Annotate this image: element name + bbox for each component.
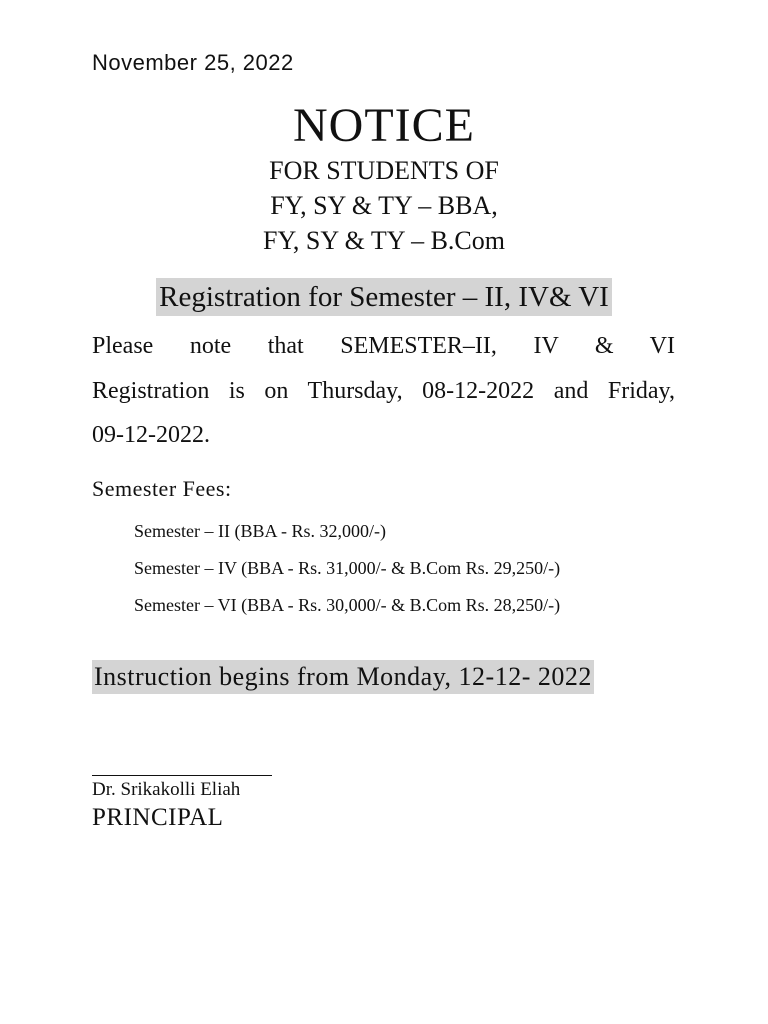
body-line-1: Please note that SEMESTER–II, IV & VI (92, 333, 675, 359)
registration-heading: Registration for Semester – II, IV& VI (156, 278, 612, 316)
fee-item-semester-4: Semester – IV (BBA - Rs. 31,000/- & B.Com Rs. 29,250/-) (134, 558, 561, 578)
audience-line-3: FY, SY & TY – B.Com (262, 226, 505, 255)
notice-date: November 25, 2022 (92, 50, 294, 75)
fee-item-semester-2: Semester – II (BBA - Rs. 32,000/-) (134, 521, 386, 541)
audience-line-2: FY, SY & TY – BBA, (270, 191, 498, 220)
instruction-notice: Instruction begins from Monday, 12-12- 2022 (92, 660, 594, 694)
body-line-3: 09-12-2022. (92, 422, 210, 448)
fees-list (134, 518, 560, 629)
audience-line-1: FOR STUDENTS OF (269, 156, 499, 185)
registration-heading-container (0, 278, 768, 316)
signature-line (92, 775, 272, 776)
notice-title: NOTICE (293, 99, 475, 152)
fee-item-semester-6: Semester – VI (BBA - Rs. 30,000/- & B.Com Rs. 28,250/-) (134, 595, 561, 615)
fees-label: Semester Fees: (92, 476, 232, 501)
signatory-title: PRINCIPAL (92, 804, 224, 831)
body-line-2: Registration is on Thursday, 08-12-2022 and Friday, (92, 378, 675, 404)
signatory-name: Dr. Srikakolli Eliah (92, 779, 241, 800)
